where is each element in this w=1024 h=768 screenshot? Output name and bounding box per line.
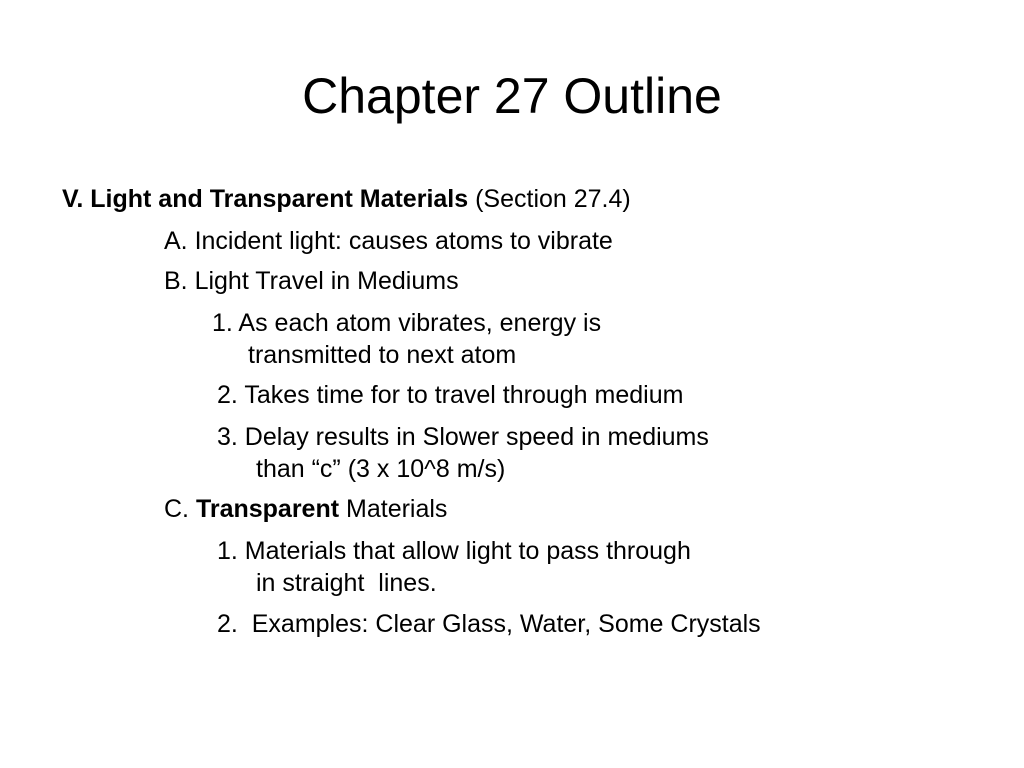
slide-title: Chapter 27 Outline [302, 68, 722, 124]
outline-item-c1-line1: 1. Materials that allow light to pass through [217, 537, 691, 565]
outline-item-b3-line1: 3. Delay results in Slower speed in mediums [217, 423, 709, 451]
outline-item-section-v [62, 184, 631, 214]
outline-item-c1-line2: in straight lines. [256, 569, 437, 597]
section-reference: (Section 27.4) [475, 185, 631, 213]
outline-item-c [164, 494, 447, 524]
item-c-rest: Materials [346, 495, 448, 523]
item-c-prefix: C. [164, 495, 189, 523]
outline-item-b1-line1: 1. As each atom vibrates, energy is [212, 309, 602, 337]
outline-item-c2: 2. Examples: Clear Glass, Water, Some Crystals [217, 610, 761, 638]
outline-item-b3-line2: than “c” (3 x 10^8 m/s) [256, 455, 506, 483]
outline-item-b: B. Light Travel in Mediums [164, 267, 459, 295]
section-heading: Light and Transparent Materials [90, 185, 469, 213]
section-marker: V. [62, 185, 84, 213]
outline-item-b1-line2: transmitted to next atom [248, 341, 517, 369]
outline-item-b2: 2. Takes time for to travel through medium [217, 381, 684, 409]
outline-item-a: A. Incident light: causes atoms to vibrate [164, 227, 613, 255]
item-c-bold: Transparent [195, 495, 340, 523]
